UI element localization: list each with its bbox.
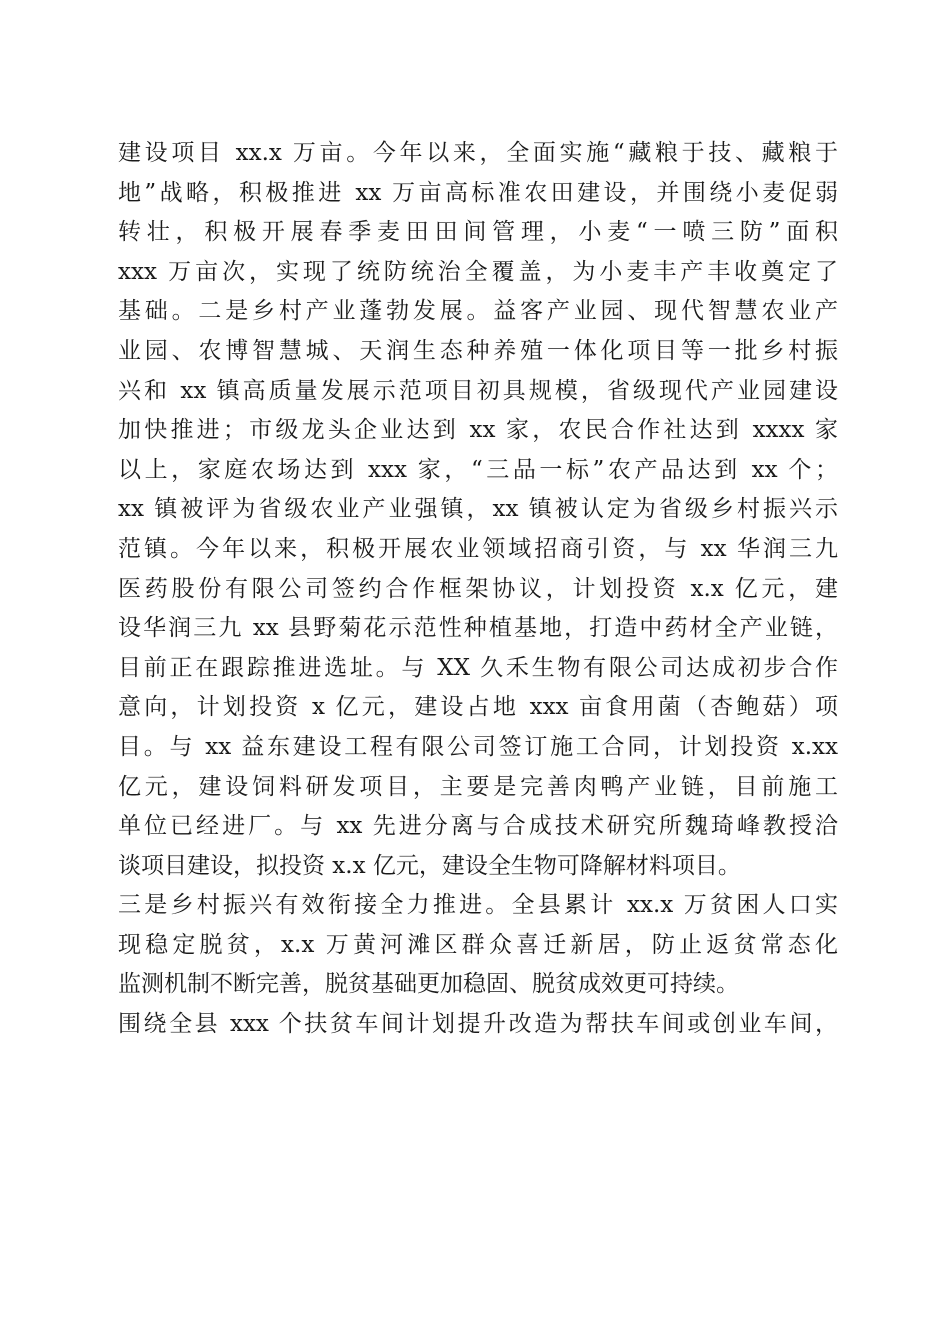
text-line-3: 转壮，积极开展春季麦田田间管理，小麦“一喷三防”面积 xyxy=(118,219,838,246)
text-line-14: 目前正在跟踪推进选址。与 XX 久禾生物有限公司达成初步合作 xyxy=(118,654,838,681)
text-line-5: 基础。二是乡村产业蓬勃发展。益客产业园、现代智慧农业产 xyxy=(118,298,838,325)
text-line-13: 设华润三九 xx 县野菊花示范性种植基地，打造中药材全产业链， xyxy=(118,615,838,642)
text-line-6: 业园、农博智慧城、天润生态种养殖一体化项目等一批乡村振 xyxy=(118,337,838,364)
body-text xyxy=(118,134,838,1045)
text-line-20: 三是乡村振兴有效衔接全力推进。全县累计 xx.x 万贫困人口实 xyxy=(118,892,838,919)
text-line-9: 以上，家庭农场达到 xxx 家，“三品一标”农产品达到 xx 个； xyxy=(118,456,838,483)
text-line-1: 建设项目 xx.x 万亩。今年以来，全面实施“藏粮于技、藏粮于 xyxy=(118,140,838,166)
text-line-11: 范镇。今年以来，积极开展农业领域招商引资，与 xx 华润三九 xyxy=(118,535,838,562)
text-line-8: 加快推进；市级龙头企业达到 xx 家，农民合作社达到 xxxx 家 xyxy=(118,417,838,444)
text-line-16: 目。与 xx 益东建设工程有限公司签订施工合同，计划投资 x.xx xyxy=(118,733,838,760)
text-line-18: 单位已经进厂。与 xx 先进分离与合成技术研究所魏琦峰教授洽 xyxy=(118,813,838,840)
text-line-22: 监测机制不断完善，脱贫基础更加稳固、脱贫成效更可持续。 xyxy=(118,971,739,998)
text-line-15: 意向，计划投资 x 亿元，建设占地 xxx 亩食用菌（杏鲍菇）项 xyxy=(118,694,838,721)
text-line-12: 医药股份有限公司签约合作框架协议，计划投资 x.x 亿元，建 xyxy=(118,575,838,602)
text-line-2: 地”战略，积极推进 xx 万亩高标准农田建设，并围绕小麦促弱 xyxy=(118,179,838,206)
text-line-17: 亿元，建设饲料研发项目，主要是完善肉鸭产业链，目前施工 xyxy=(118,773,838,800)
text-line-19: 谈项目建设，拟投资 x.x 亿元，建设全生物可降解材料项目。 xyxy=(118,852,741,879)
text-line-23: 围绕全县 xxx 个扶贫车间计划提升改造为帮扶车间或创业车间， xyxy=(118,1011,838,1038)
text-line-4: xxx 万亩次，实现了统防统治全覆盖，为小麦丰产丰收奠定了 xyxy=(118,258,838,285)
text-line-7: 兴和 xx 镇高质量发展示范项目初具规模，省级现代产业园建设 xyxy=(118,377,838,404)
text-line-21: 现稳定脱贫，x.x 万黄河滩区群众喜迁新居，防止返贫常态化 xyxy=(118,931,838,958)
text-line-10: xx 镇被评为省级农业产业强镇，xx 镇被认定为省级乡村振兴示 xyxy=(118,496,838,523)
